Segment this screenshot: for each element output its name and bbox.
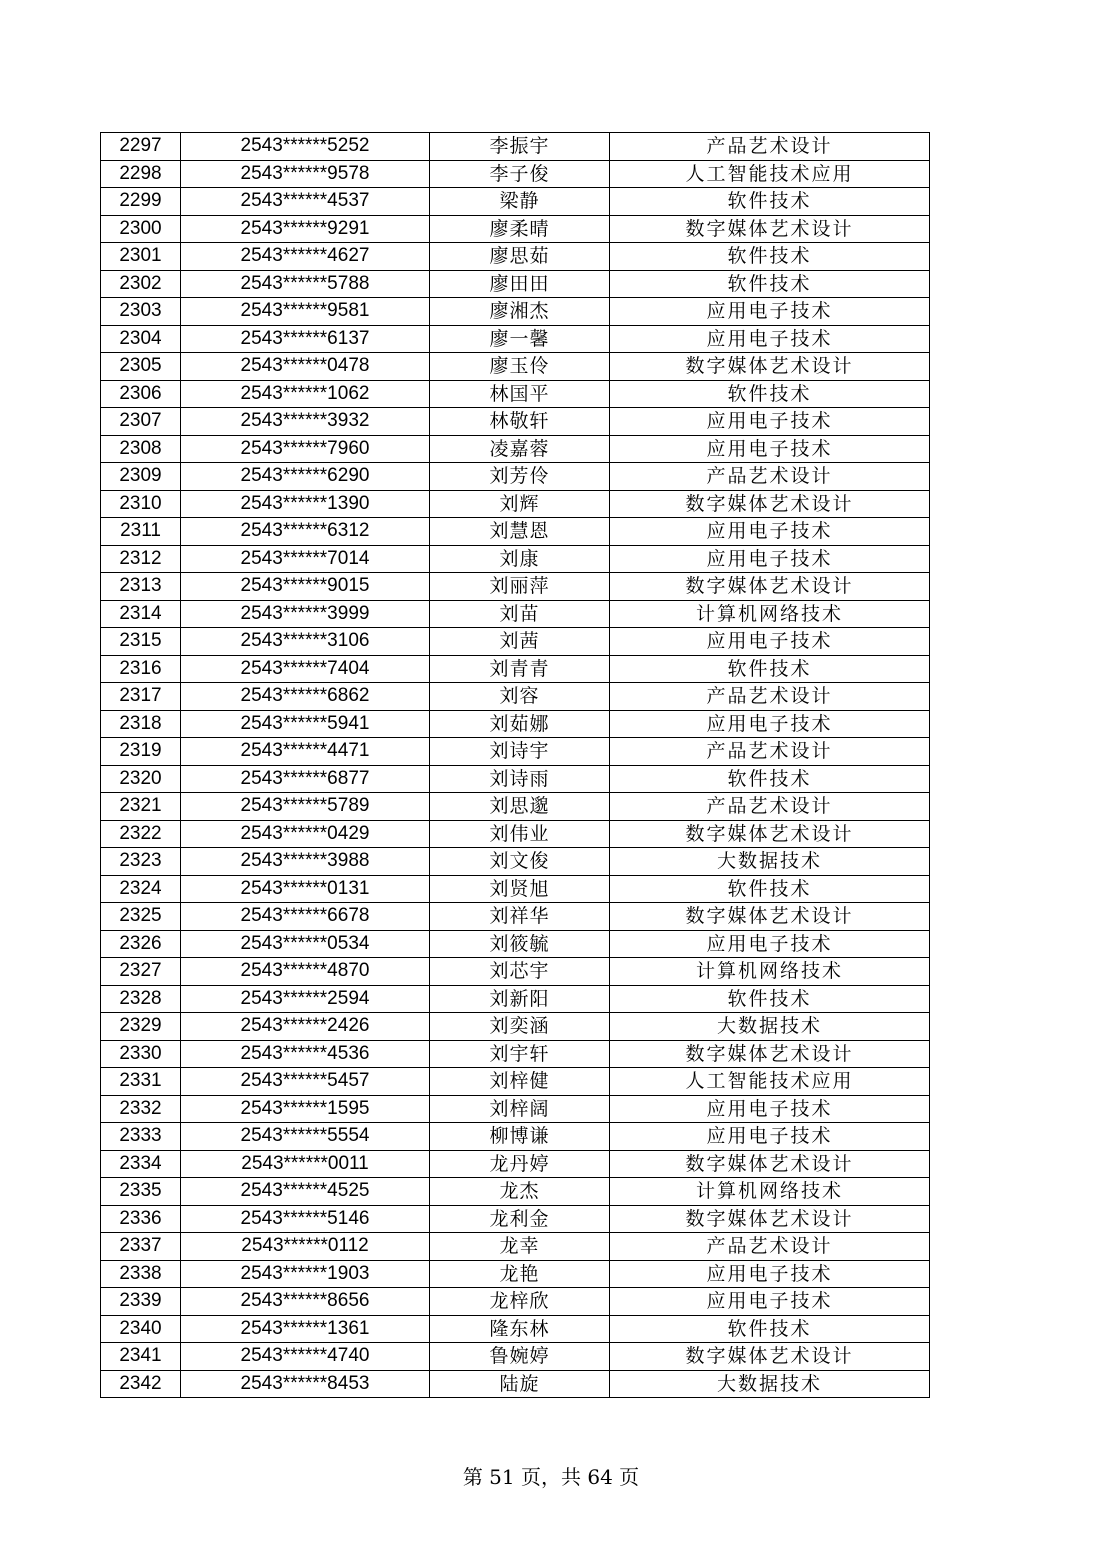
- cell-serial-number: 2335: [101, 1178, 181, 1206]
- cell-id-number: 2543******0429: [181, 820, 430, 848]
- cell-student-name: 龙丹婷: [430, 1150, 610, 1178]
- cell-serial-number: 2330: [101, 1040, 181, 1068]
- cell-student-name: 刘伟业: [430, 820, 610, 848]
- cell-major: 人工智能技术应用: [610, 160, 930, 188]
- cell-serial-number: 2323: [101, 848, 181, 876]
- table-row: [101, 160, 930, 188]
- cell-serial-number: 2320: [101, 765, 181, 793]
- cell-major: 应用电子技术: [610, 1095, 930, 1123]
- table-row: [101, 985, 930, 1013]
- cell-id-number: 2543******1903: [181, 1260, 430, 1288]
- cell-id-number: 2543******4740: [181, 1343, 430, 1371]
- cell-serial-number: 2329: [101, 1013, 181, 1041]
- table-row: [101, 1150, 930, 1178]
- cell-major: 数字媒体艺术设计: [610, 903, 930, 931]
- table-row: [101, 1315, 930, 1343]
- cell-major: 数字媒体艺术设计: [610, 490, 930, 518]
- table-row: [101, 683, 930, 711]
- cell-major: 数字媒体艺术设计: [610, 820, 930, 848]
- cell-major: 人工智能技术应用: [610, 1068, 930, 1096]
- cell-major: 软件技术: [610, 270, 930, 298]
- cell-id-number: 2543******8656: [181, 1288, 430, 1316]
- cell-id-number: 2543******3999: [181, 600, 430, 628]
- cell-student-name: 刘苗: [430, 600, 610, 628]
- cell-student-name: 刘宇轩: [430, 1040, 610, 1068]
- cell-id-number: 2543******4870: [181, 958, 430, 986]
- cell-id-number: 2543******2594: [181, 985, 430, 1013]
- table-row: [101, 820, 930, 848]
- cell-student-name: 刘康: [430, 545, 610, 573]
- cell-serial-number: 2340: [101, 1315, 181, 1343]
- table-row: [101, 903, 930, 931]
- cell-student-name: 林敬轩: [430, 408, 610, 436]
- cell-serial-number: 2321: [101, 793, 181, 821]
- cell-major: 数字媒体艺术设计: [610, 1040, 930, 1068]
- cell-major: 应用电子技术: [610, 1260, 930, 1288]
- cell-major: 大数据技术: [610, 848, 930, 876]
- cell-student-name: 隆东林: [430, 1315, 610, 1343]
- cell-serial-number: 2333: [101, 1123, 181, 1151]
- table-row: [101, 1260, 930, 1288]
- cell-major: 应用电子技术: [610, 325, 930, 353]
- cell-serial-number: 2327: [101, 958, 181, 986]
- cell-serial-number: 2299: [101, 188, 181, 216]
- cell-serial-number: 2300: [101, 215, 181, 243]
- table-row: [101, 793, 930, 821]
- cell-student-name: 刘诗宇: [430, 738, 610, 766]
- cell-serial-number: 2297: [101, 133, 181, 161]
- cell-major: 产品艺术设计: [610, 133, 930, 161]
- cell-student-name: 刘思邈: [430, 793, 610, 821]
- cell-id-number: 2543******6877: [181, 765, 430, 793]
- cell-major: 软件技术: [610, 188, 930, 216]
- cell-major: 软件技术: [610, 1315, 930, 1343]
- cell-serial-number: 2298: [101, 160, 181, 188]
- cell-student-name: 龙利金: [430, 1205, 610, 1233]
- cell-serial-number: 2303: [101, 298, 181, 326]
- cell-id-number: 2543******6312: [181, 518, 430, 546]
- cell-serial-number: 2326: [101, 930, 181, 958]
- table-row: [101, 188, 930, 216]
- cell-student-name: 李振宇: [430, 133, 610, 161]
- cell-id-number: 2543******5457: [181, 1068, 430, 1096]
- table-row: [101, 655, 930, 683]
- cell-major: 产品艺术设计: [610, 1233, 930, 1261]
- cell-student-name: 刘茜: [430, 628, 610, 656]
- cell-student-name: 廖玉伶: [430, 353, 610, 381]
- cell-serial-number: 2305: [101, 353, 181, 381]
- cell-major: 软件技术: [610, 765, 930, 793]
- cell-serial-number: 2338: [101, 1260, 181, 1288]
- cell-major: 大数据技术: [610, 1013, 930, 1041]
- cell-id-number: 2543******7014: [181, 545, 430, 573]
- cell-student-name: 李子俊: [430, 160, 610, 188]
- cell-serial-number: 2331: [101, 1068, 181, 1096]
- cell-id-number: 2543******6137: [181, 325, 430, 353]
- cell-student-name: 廖思茹: [430, 243, 610, 271]
- cell-serial-number: 2315: [101, 628, 181, 656]
- cell-serial-number: 2307: [101, 408, 181, 436]
- table-row: [101, 1178, 930, 1206]
- cell-id-number: 2543******8453: [181, 1370, 430, 1398]
- cell-id-number: 2543******0011: [181, 1150, 430, 1178]
- cell-id-number: 2543******5941: [181, 710, 430, 738]
- cell-serial-number: 2304: [101, 325, 181, 353]
- cell-id-number: 2543******0112: [181, 1233, 430, 1261]
- cell-id-number: 2543******3106: [181, 628, 430, 656]
- cell-student-name: 鲁婉婷: [430, 1343, 610, 1371]
- cell-student-name: 柳博谦: [430, 1123, 610, 1151]
- cell-major: 软件技术: [610, 875, 930, 903]
- cell-id-number: 2543******0131: [181, 875, 430, 903]
- table-row: [101, 243, 930, 271]
- cell-major: 产品艺术设计: [610, 683, 930, 711]
- cell-major: 计算机网络技术: [610, 1178, 930, 1206]
- cell-id-number: 2543******1361: [181, 1315, 430, 1343]
- cell-id-number: 2543******1595: [181, 1095, 430, 1123]
- cell-major: 应用电子技术: [610, 518, 930, 546]
- cell-id-number: 2543******4525: [181, 1178, 430, 1206]
- cell-student-name: 刘慧恩: [430, 518, 610, 546]
- cell-major: 应用电子技术: [610, 930, 930, 958]
- cell-major: 应用电子技术: [610, 1288, 930, 1316]
- cell-student-name: 刘芯宇: [430, 958, 610, 986]
- cell-student-name: 刘诗雨: [430, 765, 610, 793]
- cell-id-number: 2543******7404: [181, 655, 430, 683]
- roster-table-body: [101, 133, 930, 1398]
- table-row: [101, 958, 930, 986]
- cell-student-name: 刘芳伶: [430, 463, 610, 491]
- cell-major: 应用电子技术: [610, 1123, 930, 1151]
- cell-student-name: 刘贤旭: [430, 875, 610, 903]
- cell-id-number: 2543******0478: [181, 353, 430, 381]
- cell-serial-number: 2336: [101, 1205, 181, 1233]
- cell-serial-number: 2302: [101, 270, 181, 298]
- cell-student-name: 刘青青: [430, 655, 610, 683]
- table-row: [101, 1068, 930, 1096]
- cell-serial-number: 2308: [101, 435, 181, 463]
- table-row: [101, 545, 930, 573]
- cell-id-number: 2543******9015: [181, 573, 430, 601]
- cell-id-number: 2543******4627: [181, 243, 430, 271]
- cell-student-name: 龙幸: [430, 1233, 610, 1261]
- cell-student-name: 刘文俊: [430, 848, 610, 876]
- cell-serial-number: 2318: [101, 710, 181, 738]
- cell-id-number: 2543******4471: [181, 738, 430, 766]
- cell-major: 应用电子技术: [610, 408, 930, 436]
- cell-serial-number: 2337: [101, 1233, 181, 1261]
- student-roster-table: [100, 132, 930, 1398]
- cell-major: 应用电子技术: [610, 710, 930, 738]
- cell-major: 产品艺术设计: [610, 738, 930, 766]
- table-row: [101, 380, 930, 408]
- cell-student-name: 刘祥华: [430, 903, 610, 931]
- cell-major: 数字媒体艺术设计: [610, 573, 930, 601]
- cell-id-number: 2543******5554: [181, 1123, 430, 1151]
- cell-student-name: 刘容: [430, 683, 610, 711]
- cell-id-number: 2543******5789: [181, 793, 430, 821]
- cell-serial-number: 2309: [101, 463, 181, 491]
- cell-student-name: 刘新阳: [430, 985, 610, 1013]
- table-row: [101, 298, 930, 326]
- cell-student-name: 龙艳: [430, 1260, 610, 1288]
- table-row: [101, 1123, 930, 1151]
- table-row: [101, 1343, 930, 1371]
- table-row: [101, 848, 930, 876]
- table-row: [101, 628, 930, 656]
- cell-student-name: 廖田田: [430, 270, 610, 298]
- cell-serial-number: 2328: [101, 985, 181, 1013]
- table-row: [101, 875, 930, 903]
- cell-major: 软件技术: [610, 243, 930, 271]
- table-row: [101, 1233, 930, 1261]
- cell-student-name: 凌嘉蓉: [430, 435, 610, 463]
- cell-id-number: 2543******6678: [181, 903, 430, 931]
- cell-major: 数字媒体艺术设计: [610, 1205, 930, 1233]
- cell-major: 应用电子技术: [610, 298, 930, 326]
- cell-student-name: 廖湘杰: [430, 298, 610, 326]
- cell-serial-number: 2334: [101, 1150, 181, 1178]
- cell-serial-number: 2319: [101, 738, 181, 766]
- table-row: [101, 930, 930, 958]
- cell-id-number: 2543******5252: [181, 133, 430, 161]
- page-footer: 第 51 页，共 64 页: [462, 1465, 640, 1489]
- cell-id-number: 2543******4536: [181, 1040, 430, 1068]
- cell-id-number: 2543******3988: [181, 848, 430, 876]
- cell-id-number: 2543******5788: [181, 270, 430, 298]
- cell-major: 应用电子技术: [610, 628, 930, 656]
- cell-serial-number: 2310: [101, 490, 181, 518]
- cell-serial-number: 2306: [101, 380, 181, 408]
- table-row: [101, 215, 930, 243]
- cell-serial-number: 2317: [101, 683, 181, 711]
- cell-major: 数字媒体艺术设计: [610, 1343, 930, 1371]
- cell-id-number: 2543******9578: [181, 160, 430, 188]
- table-row: [101, 435, 930, 463]
- cell-serial-number: 2322: [101, 820, 181, 848]
- cell-major: 产品艺术设计: [610, 463, 930, 491]
- cell-major: 大数据技术: [610, 1370, 930, 1398]
- cell-major: 数字媒体艺术设计: [610, 215, 930, 243]
- cell-id-number: 2543******3932: [181, 408, 430, 436]
- cell-id-number: 2543******6862: [181, 683, 430, 711]
- cell-serial-number: 2314: [101, 600, 181, 628]
- cell-id-number: 2543******9291: [181, 215, 430, 243]
- cell-student-name: 刘梓健: [430, 1068, 610, 1096]
- cell-major: 产品艺术设计: [610, 793, 930, 821]
- cell-id-number: 2543******4537: [181, 188, 430, 216]
- cell-student-name: 刘丽萍: [430, 573, 610, 601]
- cell-major: 应用电子技术: [610, 435, 930, 463]
- table-row: [101, 133, 930, 161]
- cell-major: 软件技术: [610, 655, 930, 683]
- cell-major: 应用电子技术: [610, 545, 930, 573]
- cell-student-name: 廖一馨: [430, 325, 610, 353]
- cell-major: 软件技术: [610, 985, 930, 1013]
- cell-id-number: 2543******1390: [181, 490, 430, 518]
- cell-student-name: 陆旋: [430, 1370, 610, 1398]
- cell-serial-number: 2316: [101, 655, 181, 683]
- cell-student-name: 梁静: [430, 188, 610, 216]
- cell-serial-number: 2301: [101, 243, 181, 271]
- table-row: [101, 270, 930, 298]
- table-row: [101, 573, 930, 601]
- table-row: [101, 353, 930, 381]
- cell-serial-number: 2325: [101, 903, 181, 931]
- table-row: [101, 490, 930, 518]
- cell-serial-number: 2324: [101, 875, 181, 903]
- table-row: [101, 463, 930, 491]
- cell-student-name: 刘梓阔: [430, 1095, 610, 1123]
- cell-student-name: 刘茹娜: [430, 710, 610, 738]
- table-row: [101, 1370, 930, 1398]
- cell-serial-number: 2341: [101, 1343, 181, 1371]
- table-row: [101, 738, 930, 766]
- cell-id-number: 2543******1062: [181, 380, 430, 408]
- table-row: [101, 765, 930, 793]
- cell-student-name: 刘奕涵: [430, 1013, 610, 1041]
- cell-serial-number: 2311: [101, 518, 181, 546]
- cell-student-name: 龙杰: [430, 1178, 610, 1206]
- table-row: [101, 408, 930, 436]
- cell-serial-number: 2312: [101, 545, 181, 573]
- table-row: [101, 1040, 930, 1068]
- cell-major: 计算机网络技术: [610, 600, 930, 628]
- cell-serial-number: 2313: [101, 573, 181, 601]
- table-row: [101, 1013, 930, 1041]
- table-row: [101, 1095, 930, 1123]
- cell-id-number: 2543******9581: [181, 298, 430, 326]
- cell-student-name: 刘筱毓: [430, 930, 610, 958]
- cell-id-number: 2543******7960: [181, 435, 430, 463]
- cell-serial-number: 2332: [101, 1095, 181, 1123]
- cell-student-name: 龙梓欣: [430, 1288, 610, 1316]
- table-row: [101, 710, 930, 738]
- cell-id-number: 2543******0534: [181, 930, 430, 958]
- cell-major: 软件技术: [610, 380, 930, 408]
- cell-serial-number: 2339: [101, 1288, 181, 1316]
- cell-student-name: 刘辉: [430, 490, 610, 518]
- table-row: [101, 1288, 930, 1316]
- cell-id-number: 2543******6290: [181, 463, 430, 491]
- table-row: [101, 600, 930, 628]
- cell-student-name: 廖柔晴: [430, 215, 610, 243]
- cell-id-number: 2543******5146: [181, 1205, 430, 1233]
- cell-id-number: 2543******2426: [181, 1013, 430, 1041]
- cell-student-name: 林国平: [430, 380, 610, 408]
- cell-major: 数字媒体艺术设计: [610, 353, 930, 381]
- cell-major: 数字媒体艺术设计: [610, 1150, 930, 1178]
- cell-serial-number: 2342: [101, 1370, 181, 1398]
- table-row: [101, 325, 930, 353]
- table-row: [101, 518, 930, 546]
- table-row: [101, 1205, 930, 1233]
- cell-major: 计算机网络技术: [610, 958, 930, 986]
